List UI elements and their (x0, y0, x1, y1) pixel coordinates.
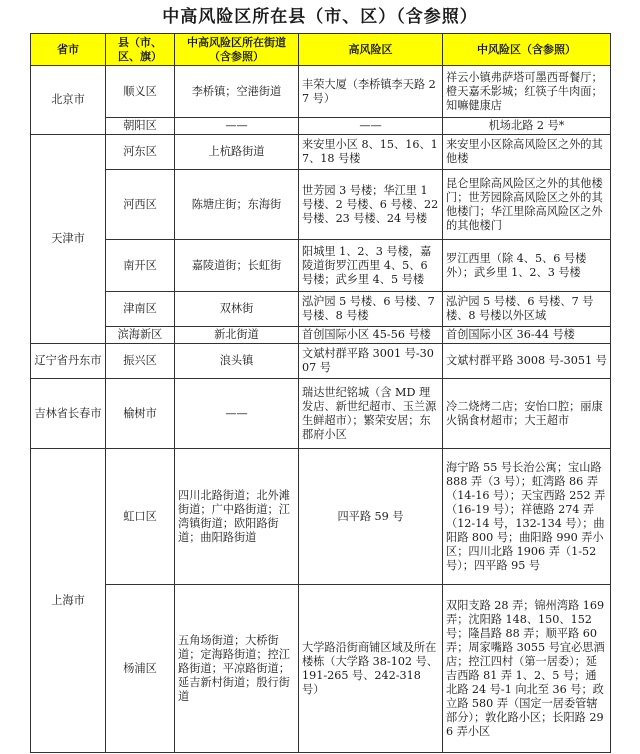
county-cell: 虹口区 (106, 449, 175, 585)
table-row (31, 170, 611, 240)
street-cell: —— (175, 118, 299, 135)
street-cell: 四川北路街道；北外滩街道；广中路街道；江湾镇街道；欧阳路街道；曲阳路街道 (175, 449, 299, 585)
street-cell: 双林街 (175, 292, 299, 327)
header-street: 中高风险区所在街道（含参照） (175, 34, 299, 66)
high-risk-cell: 瑞达世纪铭城（含 MD 理发店、新世纪超市、玉兰源生鲜超市）；繁荣安居；东郡府小区 (299, 379, 443, 449)
header-province: 省市 (31, 34, 106, 66)
street-cell: 嘉陵道街；长虹街 (175, 240, 299, 292)
table-row (31, 292, 611, 327)
medium-risk-cell: 祥云小镇弗萨塔可墨西哥餐厅；橙天嘉禾影城；红筷子牛肉面；知嘛健康店 (443, 66, 611, 118)
header-county: 县（市、区、旗） (106, 34, 175, 66)
medium-risk-cell: 双阳支路 28 弄；锦州湾路 169 弄；沈阳路 148、150、152 号；隆昌路 88 弄；顺平路 60 弄；周家嘴路 3055 号宜必思酒店；控江四村（第一居委）；延吉西路 81 弄 1、2、5 号；通北路 24 号-1 向北至 36 号；政立路 580 弄（国定一居委管辖部分）；敦化路小区；长阳路 296 弄小区 (443, 585, 611, 753)
table-header-row (31, 34, 611, 66)
medium-risk-cell: 泓沪园 5 号楼、6 号楼、7 号楼、8 号楼以外区域 (443, 292, 611, 327)
province-cell: 北京市 (31, 66, 106, 135)
county-cell: 顺义区 (106, 66, 175, 118)
medium-risk-cell: 罗江西里（除 4、5、6 号楼外）；武乡里 1、2、3 号楼 (443, 240, 611, 292)
county-cell: 榆树市 (106, 379, 175, 449)
medium-risk-cell: 海宁路 55 号长治公寓；宝山路 888 弄（3 号）；虹湾路 86 弄（14-16 号）；天宝西路 252 弄（16-19 号）；祥德路 274 弄（12-14 号，132-134 号）；曲阳路 800 号；曲阳路 990 弄小区；四川北路 1906 弄（1-52 号）；四平路 95 号 (443, 449, 611, 585)
county-cell: 南开区 (106, 240, 175, 292)
high-risk-cell: 首创国际小区 45-56 号楼 (299, 327, 443, 344)
table-row (31, 135, 611, 170)
province-cell: 辽宁省丹东市 (31, 344, 106, 379)
medium-risk-cell: 文斌村群平路 3008 号-3051 号 (443, 344, 611, 379)
table-row (31, 240, 611, 292)
street-cell: 陈塘庄街；东海街 (175, 170, 299, 240)
street-cell: 新北街道 (175, 327, 299, 344)
street-cell: —— (175, 379, 299, 449)
high-risk-cell: 来安里小区 8、15、16、17、18 号楼 (299, 135, 443, 170)
county-cell: 振兴区 (106, 344, 175, 379)
county-cell: 津南区 (106, 292, 175, 327)
medium-risk-cell: 冷二烧烤二店；安怡口腔；丽康火锅食材超市；大王超市 (443, 379, 611, 449)
medium-risk-cell: 机场北路 2 号* (443, 118, 611, 135)
table-row (31, 585, 611, 753)
county-cell: 杨浦区 (106, 585, 175, 753)
street-cell: 上杭路街道 (175, 135, 299, 170)
header-medium-risk: 中风险区（含参照） (443, 34, 611, 66)
high-risk-cell: 丰荣大厦（李桥镇李天路 27 号） (299, 66, 443, 118)
province-cell: 上海市 (31, 449, 106, 753)
high-risk-cell: 四平路 59 号 (299, 449, 443, 585)
street-cell: 五角场街道；大桥街道；定海路街道；控江路街道；平凉路街道；延吉新村街道；殷行街道 (175, 585, 299, 753)
county-cell: 滨海新区 (106, 327, 175, 344)
medium-risk-cell: 来安里小区除高风险区之外的其他楼 (443, 135, 611, 170)
high-risk-cell: —— (299, 118, 443, 135)
county-cell: 河东区 (106, 135, 175, 170)
risk-area-table (30, 33, 611, 753)
table-row (31, 327, 611, 344)
high-risk-cell: 阳城里 1、2、3 号楼，嘉陵道街罗江西里 4、5、6 号楼；武乡里 4、5 号楼 (299, 240, 443, 292)
table-row (31, 449, 611, 585)
high-risk-cell: 世芳园 3 号楼；华江里 1 号楼、2 号楼、6 号楼、22 号楼、23 号楼、24 号楼 (299, 170, 443, 240)
table-row (31, 66, 611, 118)
province-cell: 吉林省长春市 (31, 379, 106, 449)
table-row (31, 118, 611, 135)
province-cell: 天津市 (31, 135, 106, 344)
medium-risk-cell: 昆仑里除高风险区之外的其他楼门；世芳园除高风险区之外的其他楼门；华江里除高风险区之外的其他楼门 (443, 170, 611, 240)
street-cell: 李桥镇；空港街道 (175, 66, 299, 118)
header-high-risk: 高风险区 (299, 34, 443, 66)
county-cell: 朝阳区 (106, 118, 175, 135)
high-risk-cell: 大学路沿街商铺区域及所在楼栋（大学路 38-102 号、191-265 号、242-318 号） (299, 585, 443, 753)
high-risk-cell: 泓沪园 5 号楼、6 号楼、7 号楼、8 号楼 (299, 292, 443, 327)
county-cell: 河西区 (106, 170, 175, 240)
street-cell: 浪头镇 (175, 344, 299, 379)
document-title: 中高风险区所在县（市、区）（含参照） (162, 7, 478, 27)
medium-risk-cell: 首创国际小区 36-44 号楼 (443, 327, 611, 344)
table-row (31, 344, 611, 379)
table-row (31, 379, 611, 449)
high-risk-cell: 文斌村群平路 3001 号-3007 号 (299, 344, 443, 379)
